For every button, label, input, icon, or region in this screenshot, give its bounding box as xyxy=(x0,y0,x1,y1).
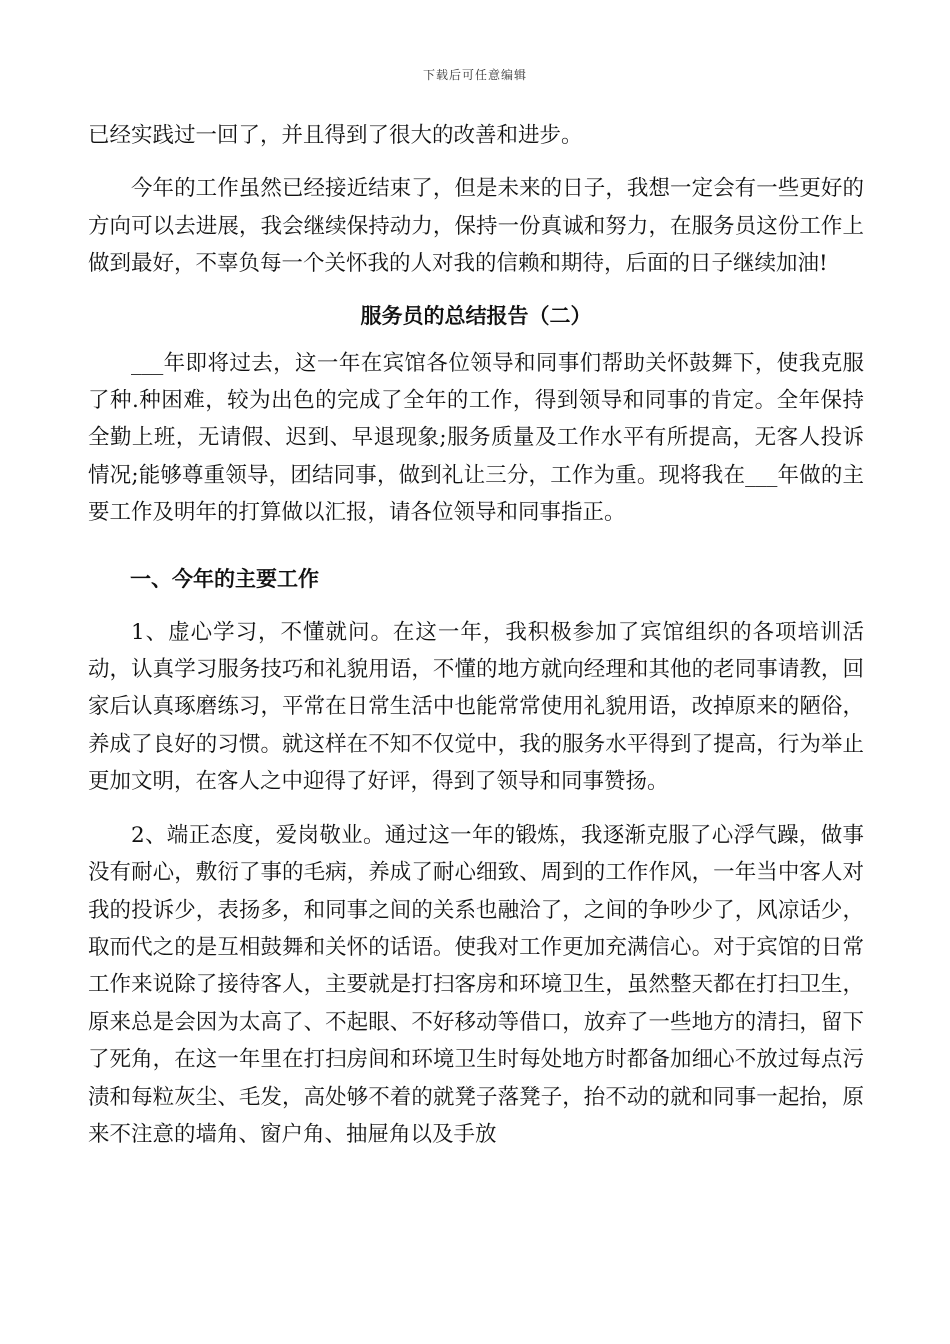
page-header: 下载后可任意编辑 xyxy=(422,68,527,82)
report-title: 服务员的总结报告（二） xyxy=(360,302,592,328)
paragraph-item-2: 2、端正态度，爱岗敬业。通过这一年的锻炼，我逐渐克服了心浮气躁，做事没有耐心，敷衍了事的毛病，养成了耐心细致、周到的工作作风，一年当中客人对我的投诉少，表扬多，和同事之间的关系也融洽了，之间的争吵少了，风凉话少，取而代之的是互相鼓舞和关怀的话语。使我对工作更加充满信心。对于宾馆的日常工作来说除了接待客人，主要就是打扫客房和环境卫生，虽然整天都在打扫卫生，原来总是会因为太高了、不起眼、不好移动等借口，放弃了一些地方的清扫，留下了死角，在这一年里在打扫房间和环境卫生时每处地方时都备加细心不放过每点污渍和每粒灰尘、毛发，高处够不着的就凳子落凳子，抬不动的就和同事一起抬，原来不注意的墙角、窗户角、抽屉角以及手放 xyxy=(88,822,864,1147)
paragraph-intro: ___年即将过去，这一年在宾馆各位领导和同事们帮助关怀鼓舞下，使我克服了种.种困难，较为出色的完成了全年的工作，得到领导和同事的肯定。全年保持全勤上班，无请假、迟到、早退现象;服务质量及工作水平有所提高，无客人投诉情况;能够尊重领导，团结同事，做到礼让三分，工作为重。现将我在___年做的主要工作及明年的打算做以汇报，请各位领导和同事指正。 xyxy=(88,350,864,526)
section-heading: 一、今年的主要工作 xyxy=(130,565,319,591)
paragraph-item-1: 1、虚心学习，不懂就问。在这一年，我积极参加了宾馆组织的各项培训活动，认真学习服务技巧和礼貌用语，不懂的地方就向经理和其他的老同事请教，回家后认真琢磨练习，平常在日常生活中也能常常使用礼貌用语，改掉原来的陋俗，养成了良好的习惯。就这样在不知不仅觉中，我的服务水平得到了提高，行为举止更加文明，在客人之中迎得了好评，得到了领导和同事赞扬。 xyxy=(88,619,864,795)
document-body xyxy=(88,117,864,1153)
paragraph-closing: 今年的工作虽然已经接近结束了，但是未来的日子，我想一定会有一些更好的方向可以去进展，我会继续保持动力，保持一份真诚和努力，在服务员这份工作上做到最好，不辜负每一个关怀我的人对我的信赖和期待，后面的日子继续加油! xyxy=(88,176,864,277)
paragraph-continuation: 已经实践过一回了，并且得到了很大的改善和进步。 xyxy=(88,123,583,148)
